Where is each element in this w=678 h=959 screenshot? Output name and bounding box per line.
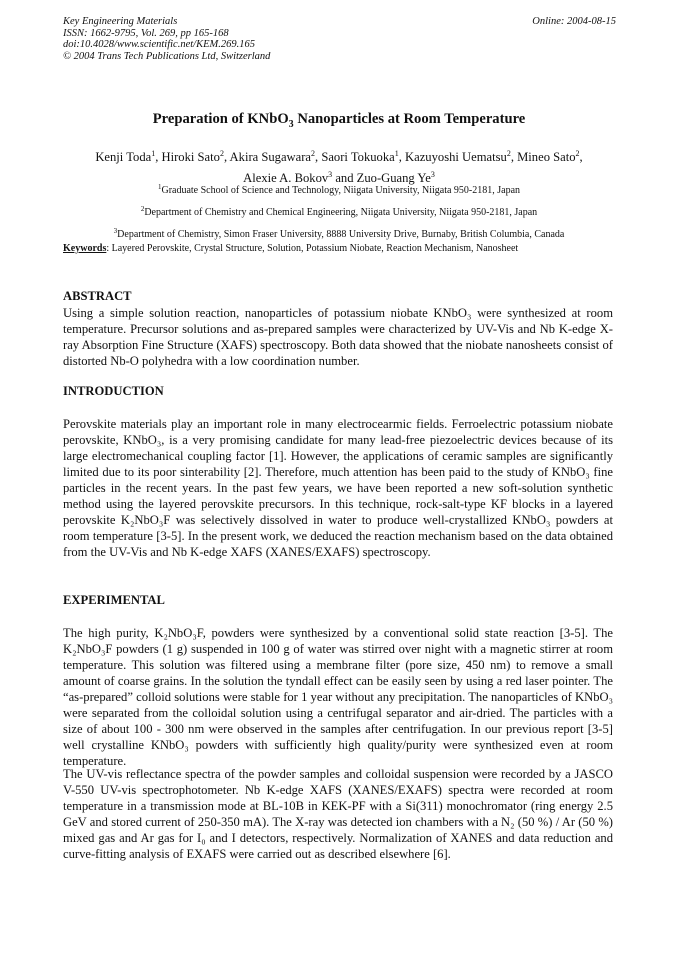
keywords-text: : Layered Perovskite, Crystal Structure, Solution, Potassium Niobate, Reaction Mechanism, Nanosheet	[106, 243, 519, 254]
keywords-line	[63, 243, 623, 254]
author: Saori Tokuoka$^1$	[321, 149, 399, 164]
author: Hiroki Sato$^2$	[161, 149, 224, 164]
experimental-heading: EXPERIMENTAL	[63, 593, 165, 607]
experimental-paragraph-2: The UV-vis reflectance spectra of the powder samples and colloidal suspension were recorded by a JASCO V-550 UV-vis spectrophotometer. Nb K-edge XAFS (XANES/EXAFS) spectra were recorded at room temperature in a transmission mode at BL-10B in KEK-PF with a Si(311) monochromator (ring energy 2.5 GeV and stored current of 250-350 mA). The X-ray was detected ion chambers with a N₂ (50 %) / Ar (50 %) mixed gas and Ar gas for I₀ and I detectors, respectively. Normalization of XANES and data reduction and curve-fitting analysis of EXAFS were carried out as described elsewhere [6].	[63, 767, 613, 861]
introduction-heading: INTRODUCTION	[63, 384, 164, 398]
experimental-paragraph-1: The high purity, K₂NbO₃F, powders were synthesized by a conventional solid state reaction [3-5]. The K₂NbO₃F powders (1 g) suspended in 100 g of water was stirred over night with a magnetic stirrer at room temperature. This solution was filtered using a membrane filter (pore size, 450 nm) to remove a small amount of coarse grains. In the solution the tyndall effect can be easily seen by using a red laser pointer. The “as-prepared” colloid solutions were stable for 1 year without any precipitation. The nanoparticles of KNbO₃ were separated from the colloidal solution using a centrifugal separator and air-dried. The particles with a size of about 100 - 300 nm were observed in the samples after centrifugation. In our previous report [3-5] well crystalline KNbO₃ powders with sufficiently high quality/purity were synthesized even at room temperature.	[63, 626, 613, 768]
author-list: Kenji Toda$^1$, Hiroki Sato$^2$, Akira Sugawara$^2$, Saori Tokuoka$^1$, Kazuyoshi Uematsu$^2$, Mineo Sato$^2$, Alexie A. Bokov$^3$ and Zuo-Guang Ye$^3$	[95, 149, 583, 185]
affiliation: $^3$Department of Chemistry, Simon Fraser University, 8888 University Drive, Burnaby, British Columbia, Canada	[113, 227, 565, 240]
author: Mineo Sato$^2$	[517, 149, 580, 164]
affiliation-list	[30, 178, 648, 244]
copyright-line: © 2004 Trans Tech Publications Ltd, Switzerland	[63, 50, 271, 62]
online-date: Online: 2004-08-15	[532, 16, 616, 27]
title-text-post: Nanoparticles at Room Temperature	[293, 111, 526, 127]
author: Akira Sugawara$^2$	[229, 149, 316, 164]
title-subscript: 3	[288, 118, 294, 130]
author: Alexie A. Bokov$^3$	[243, 170, 333, 185]
journal-name: Key Engineering Materials	[63, 16, 178, 27]
abstract-paragraph: Using a simple solution reaction, nanoparticles of potassium niobate KNbO₃ were synthesized at room temperature. Precursor solutions and as-prepared samples were characterized by UV-Vis and Nb K-edge X-ray Absorption Fine Structure (XAFS) spectroscopy. Both data showed that the niobate nanosheets consist of distorted Nb-O polyhedra with a low coordination number.	[63, 306, 613, 368]
affiliation: $^2$Department of Chemistry and Chemical Engineering, Niigata University, Niigata 950-2181, Japan	[140, 205, 538, 218]
affiliation: $^1$Graduate School of Science and Technology, Niigata University, Niigata 950-2181, Japan	[157, 183, 521, 196]
author: Zuo-Guang Ye$^3$	[356, 170, 435, 185]
title-text-pre: Preparation of KNbO	[152, 111, 289, 127]
issn-line: ISSN: 1662-9795, Vol. 269, pp 165-168	[63, 27, 229, 39]
introduction-paragraph: Perovskite materials play an important role in many electrocearmic fields. Ferroelectric potassium niobate perovskite, KNbO₃, is a very promising candidate for many lead-free piezoelectric devices because of its large electromechanical coupling factor [1]. However, the applications of ceramic samples are significantly limited due to its poor sinterability [2]. Therefore, much attention has been paid to the study of KNbO₃ fine particles in the recent years. In the past few years, we have been reported a new soft-solution synthetic method using the layered perovskite precursors. In this technique, rock-salt-type KF blocks in a layered perovskite K₂NbO₃F was selectively dissolved in water to produce well-crystallized KNbO₃ powders at room temperature [3-5]. In the present work, we deduced the reaction mechanism based on the data obtained from the UV-Vis and Nb K-edge XAFS (XANES/EXAFS) spectroscopy.	[63, 417, 613, 559]
doi-line: doi:10.4028/www.scientific.net/KEM.269.165	[63, 39, 255, 50]
paper-title	[0, 111, 678, 130]
keywords-label: Keywords	[63, 243, 107, 254]
journal-header	[63, 16, 616, 62]
author: Kazuyoshi Uematsu$^2$	[405, 149, 511, 164]
author: Kenji Toda$^1$	[95, 149, 156, 164]
abstract-heading: ABSTRACT	[63, 289, 132, 303]
